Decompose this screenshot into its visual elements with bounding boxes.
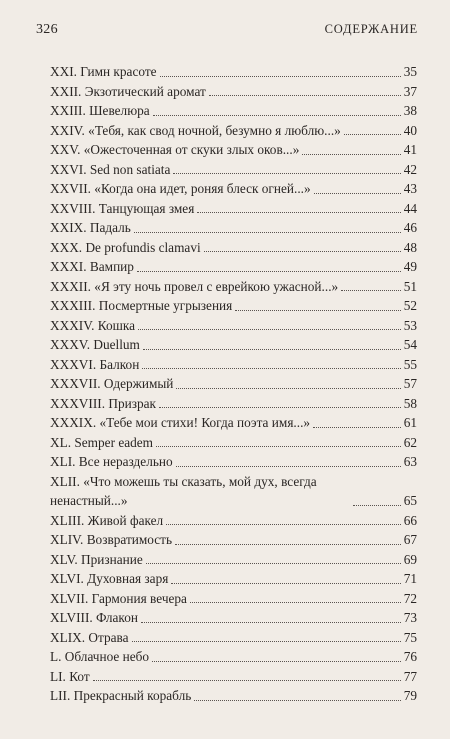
toc-entry-title: XXXV. Duellum: [50, 337, 140, 352]
toc-entry-page: 73: [403, 610, 417, 625]
toc-entry-page: 72: [403, 590, 417, 606]
toc-entry-page: 43: [403, 181, 417, 196]
dot-leader: [166, 524, 401, 525]
toc-entry-page: 58: [403, 395, 417, 411]
toc-entry: [50, 199, 417, 219]
dot-leader: [134, 232, 401, 233]
table-of-contents: [50, 62, 417, 706]
toc-entry-page: 76: [403, 649, 417, 664]
toc-entry: [50, 394, 417, 414]
toc-entry-page: 61: [403, 415, 417, 430]
toc-entry-title: XXXVIII. Призрак: [50, 395, 156, 411]
toc-entry-page: 79: [403, 688, 417, 703]
dot-leader: [235, 310, 400, 311]
toc-entry-title: XLVII. Гармония вечера: [50, 590, 187, 606]
toc-entry-page: 65: [403, 493, 417, 508]
toc-entry: [50, 238, 417, 258]
toc-entry: [50, 277, 417, 297]
toc-entry: [50, 628, 417, 648]
dot-leader: [142, 368, 400, 369]
toc-entry-title: XXXIV. Кошка: [50, 317, 136, 333]
toc-entry-page: 67: [403, 532, 417, 547]
toc-entry-title: XXXVII. Одержимый: [50, 376, 174, 391]
toc-entry-title: XXXIII. Посмертные угрызения: [50, 298, 233, 313]
toc-entry: [50, 335, 417, 355]
toc-entry-page: 55: [403, 356, 417, 372]
toc-entry-page: 35: [403, 64, 417, 79]
toc-entry-page: 75: [403, 629, 417, 645]
dot-leader: [153, 115, 401, 116]
toc-entry-title: XXII. Экзотический аромат: [50, 83, 206, 99]
dot-leader: [175, 544, 401, 545]
dot-leader: [132, 641, 401, 642]
dot-leader: [314, 193, 401, 194]
toc-entry-title: XLVI. Духовная заря: [50, 571, 169, 586]
toc-entry-title: XXXVI. Балкон: [50, 356, 140, 372]
toc-entry-page: 77: [403, 668, 417, 684]
toc-entry: [50, 257, 417, 277]
toc-entry: [50, 511, 417, 531]
dot-leader: [176, 388, 400, 389]
toc-entry: [50, 296, 417, 316]
toc-entry-page: 46: [403, 220, 417, 235]
dot-leader: [341, 290, 401, 291]
toc-entry-page: 54: [403, 337, 417, 352]
running-title: СОДЕРЖАНИЕ: [324, 22, 418, 36]
toc-entry: [50, 160, 417, 180]
dot-leader: [353, 505, 401, 506]
dot-leader: [146, 563, 401, 564]
dot-leader: [152, 661, 401, 662]
toc-entry-page: 37: [403, 83, 417, 99]
toc-entry-title: LII. Прекрасный корабль: [50, 688, 192, 703]
toc-entry-title: XXV. «Ожесточенная от скуки злых оков...»: [50, 142, 300, 157]
toc-entry-title: XLI. Все нераздельно: [50, 454, 173, 469]
toc-entry: [50, 686, 417, 706]
toc-entry-title: XXX. De profundis clamavi: [50, 239, 201, 255]
toc-entry-title: XXVI. Sed non satiata: [50, 161, 171, 177]
toc-entry: [50, 374, 417, 394]
dot-leader: [194, 700, 400, 701]
toc-entry-page: 69: [403, 551, 417, 567]
dot-leader: [204, 251, 401, 252]
toc-entry-title: XXXIX. «Тебе мои стихи! Когда поэта имя...»: [50, 415, 311, 430]
toc-entry-page: 51: [403, 278, 417, 294]
toc-entry: [50, 472, 417, 511]
dot-leader: [313, 427, 401, 428]
toc-entry: [50, 101, 417, 121]
dot-leader: [143, 349, 401, 350]
toc-entry: [50, 530, 417, 550]
toc-entry-page: 62: [403, 434, 417, 450]
toc-entry-page: 53: [403, 317, 417, 333]
dot-leader: [173, 173, 400, 174]
toc-entry-title: XXVIII. Танцующая змея: [50, 200, 195, 216]
toc-entry: [50, 433, 417, 453]
dot-leader: [176, 466, 401, 467]
toc-entry-title: XXXII. «Я эту ночь провел с еврейкою ужасной...»: [50, 278, 339, 294]
toc-entry-title: XXIII. Шевелюра: [50, 103, 150, 118]
toc-entry: [50, 82, 417, 102]
toc-entry: [50, 121, 417, 141]
toc-entry: [50, 62, 417, 82]
toc-entry-page: 63: [403, 454, 417, 469]
toc-entry-page: 66: [403, 512, 417, 528]
dot-leader: [93, 680, 401, 681]
toc-entry: [50, 608, 417, 628]
toc-entry-title: XXXI. Вампир: [50, 259, 134, 274]
toc-entry-page: 40: [403, 122, 417, 138]
toc-entry: [50, 647, 417, 667]
dot-leader: [141, 622, 401, 623]
dot-leader: [302, 154, 400, 155]
toc-entry-title: XLVIII. Флакон: [50, 610, 138, 625]
toc-entry: [50, 452, 417, 472]
toc-entry-title: XLIII. Живой факел: [50, 512, 164, 528]
toc-entry: [50, 140, 417, 160]
toc-entry-title: XLII. «Что можешь ты сказать, мой дух, всегда ненастный...»: [50, 473, 317, 508]
toc-entry-page: 38: [403, 103, 417, 118]
toc-entry: [50, 218, 417, 238]
toc-entry-title: L. Облачное небо: [50, 649, 150, 664]
toc-entry: [50, 413, 417, 433]
toc-entry-page: 52: [403, 298, 417, 313]
toc-entry-title: XXIX. Падаль: [50, 220, 131, 235]
dot-leader: [209, 95, 401, 96]
dot-leader: [190, 602, 401, 603]
dot-leader: [156, 446, 401, 447]
toc-entry-page: 49: [403, 259, 417, 274]
dot-leader: [197, 212, 400, 213]
toc-entry-title: XXIV. «Тебя, как свод ночной, безумно я люблю...»: [50, 122, 341, 138]
dot-leader: [160, 76, 401, 77]
dot-leader: [137, 271, 401, 272]
toc-entry: [50, 550, 417, 570]
toc-entry-title: XXVII. «Когда она идет, роняя блеск огней...»: [50, 181, 311, 196]
toc-entry-title: XL. Semper eadem: [50, 434, 154, 450]
toc-entry-title: XLV. Признание: [50, 551, 143, 567]
toc-entry: [50, 589, 417, 609]
toc-entry: [50, 667, 417, 687]
dot-leader: [344, 134, 401, 135]
toc-entry-title: LI. Кот: [50, 668, 90, 684]
toc-entry: [50, 316, 417, 336]
dot-leader: [138, 329, 401, 330]
page-header: [36, 22, 418, 38]
toc-entry-page: 48: [403, 239, 417, 255]
toc-entry-title: XLIX. Отрава: [50, 629, 129, 645]
dot-leader: [159, 407, 401, 408]
toc-entry: [50, 569, 417, 589]
toc-entry-title: XLIV. Возвратимость: [50, 532, 173, 547]
toc-entry-page: 42: [403, 161, 417, 177]
dot-leader: [171, 583, 400, 584]
toc-entry-title: XXI. Гимн красоте: [50, 64, 157, 79]
toc-entry-page: 41: [403, 142, 417, 157]
toc-entry-page: 57: [403, 376, 417, 391]
page-number: 326: [36, 22, 58, 37]
toc-entry: [50, 179, 417, 199]
toc-entry-page: 44: [403, 200, 417, 216]
toc-entry: [50, 355, 417, 375]
toc-entry-page: 71: [403, 571, 417, 586]
